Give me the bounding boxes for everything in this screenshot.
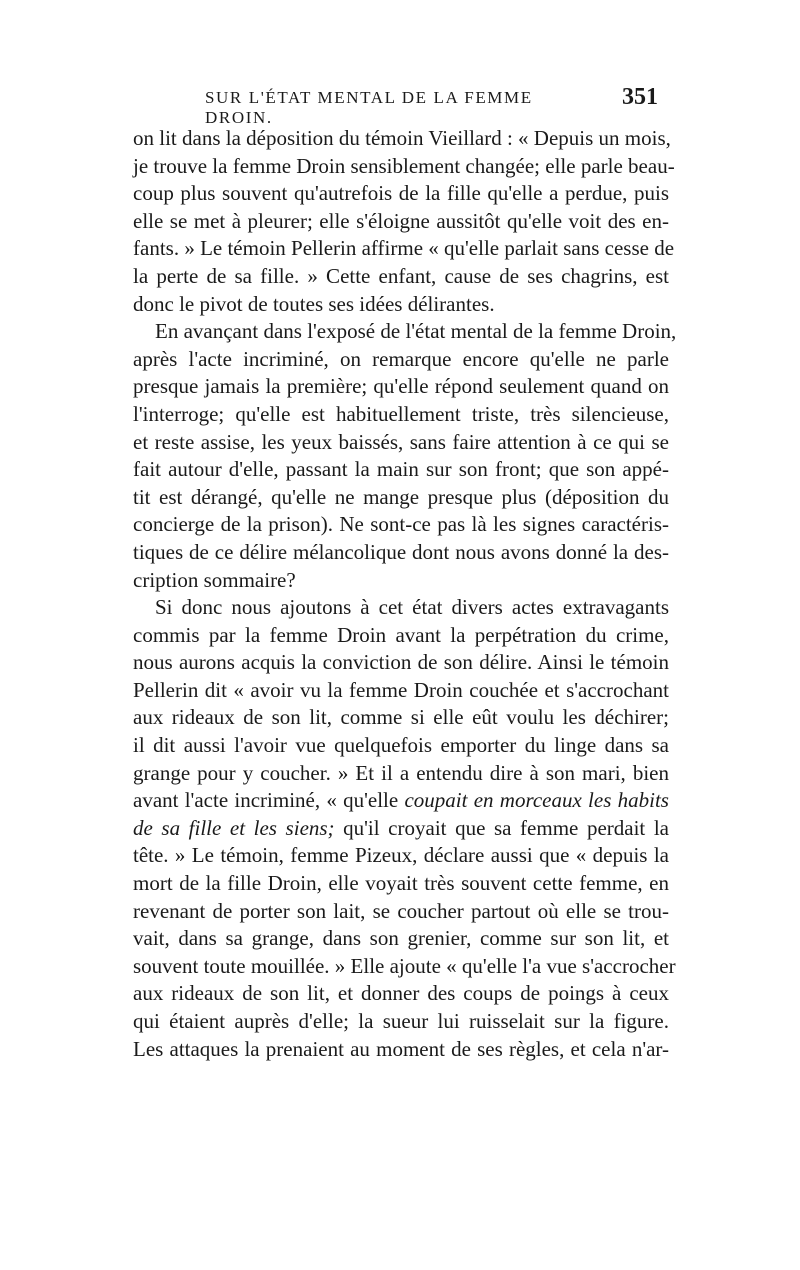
text-line: tit est dérangé, qu'elle ne mange presque plus (déposition du	[133, 484, 669, 509]
text-line: concierge de la prison). Ne sont-ce pas là les signes caractéris-	[133, 512, 669, 537]
text-line: Pellerin dit « avoir vu la femme Droin couchée et s'accrochant	[133, 677, 669, 702]
text-line: de sa fille et les siens; qu'il croyait que sa femme perdait la	[133, 815, 669, 840]
text-line: commis par la femme Droin avant la perpétration du crime,	[133, 622, 669, 647]
text-line: mort de la fille Droin, elle voyait très souvent cette femme, en	[133, 871, 669, 896]
text-line: revenant de porter son lait, se coucher partout où elle se trou-	[133, 898, 669, 923]
text-line: fait autour d'elle, passant la main sur son front; que son appé-	[133, 457, 669, 482]
text-line: cription sommaire?	[133, 567, 296, 592]
text-line: vait, dans sa grange, dans son grenier, comme sur son lit, et	[133, 926, 669, 951]
text-line: elle se met à pleurer; elle s'éloigne aussitôt qu'elle voit des en-	[133, 208, 669, 233]
text-line: il dit aussi l'avoir vue quelquefois emporter du linge dans sa	[133, 733, 669, 758]
body-text	[133, 125, 677, 1063]
page-number: 351	[622, 84, 658, 110]
text-line: Si donc nous ajoutons à cet état divers actes extravagants	[155, 595, 669, 620]
text-line: on lit dans la déposition du témoin Vieillard : « Depuis un mois,	[133, 126, 671, 150]
text-line: Les attaques la prenaient au moment de ses règles, et cela n'ar-	[133, 1036, 669, 1061]
text-line: je trouve la femme Droin sensiblement changée; elle parle beau-	[133, 153, 675, 178]
text-line: aux rideaux de son lit, comme si elle eût voulu les déchirer;	[133, 705, 669, 730]
text-line: l'interroge; qu'elle est habituellement triste, très silencieuse,	[133, 401, 669, 426]
text-line: donc le pivot de toutes ses idées délirantes.	[133, 291, 495, 316]
text-line: la perte de sa fille. » Cette enfant, cause de ses chagrins, est	[133, 263, 669, 288]
text-line: tête. » Le témoin, femme Pizeux, déclare aussi que « depuis la	[133, 843, 669, 868]
text-line: aux rideaux de son lit, et donner des coups de poings à ceux	[133, 981, 669, 1006]
italic-quote: coupait en morceaux les habits	[404, 788, 669, 813]
text-line: avant l'acte incriminé, « qu'elle coupait en morceaux les habits	[133, 788, 669, 813]
text-line: souvent toute mouillée. » Elle ajoute « qu'elle l'a vue s'accrocher	[133, 953, 676, 978]
text-line: qui étaient auprès d'elle; la sueur lui ruisselait sur la figure.	[133, 1009, 669, 1033]
text-line: nous aurons acquis la conviction de son délire. Ainsi le témoin	[133, 650, 669, 675]
running-head: SUR L'ÉTAT MENTAL DE LA FEMME DROIN.	[205, 88, 533, 127]
text-line: tiques de ce délire mélancolique dont nous avons donné la des-	[133, 539, 669, 564]
text-line: fants. » Le témoin Pellerin affirme « qu'elle parlait sans cesse de	[133, 236, 675, 261]
text-line: grange pour y coucher. » Et il a entendu dire à son mari, bien	[133, 760, 669, 785]
text-line: presque jamais la première; qu'elle répond seulement quand on	[133, 374, 669, 399]
text-line: coup plus souvent qu'autrefois de la fille qu'elle a perdue, puis	[133, 181, 669, 206]
text-line: après l'acte incriminé, on remarque encore qu'elle ne parle	[133, 346, 669, 371]
italic-quote: de sa fille et les siens;	[133, 815, 335, 840]
text-line: et reste assise, les yeux baissés, sans faire attention à ce qui se	[133, 429, 669, 454]
text-line: En avançant dans l'exposé de l'état mental de la femme Droin,	[155, 319, 677, 344]
